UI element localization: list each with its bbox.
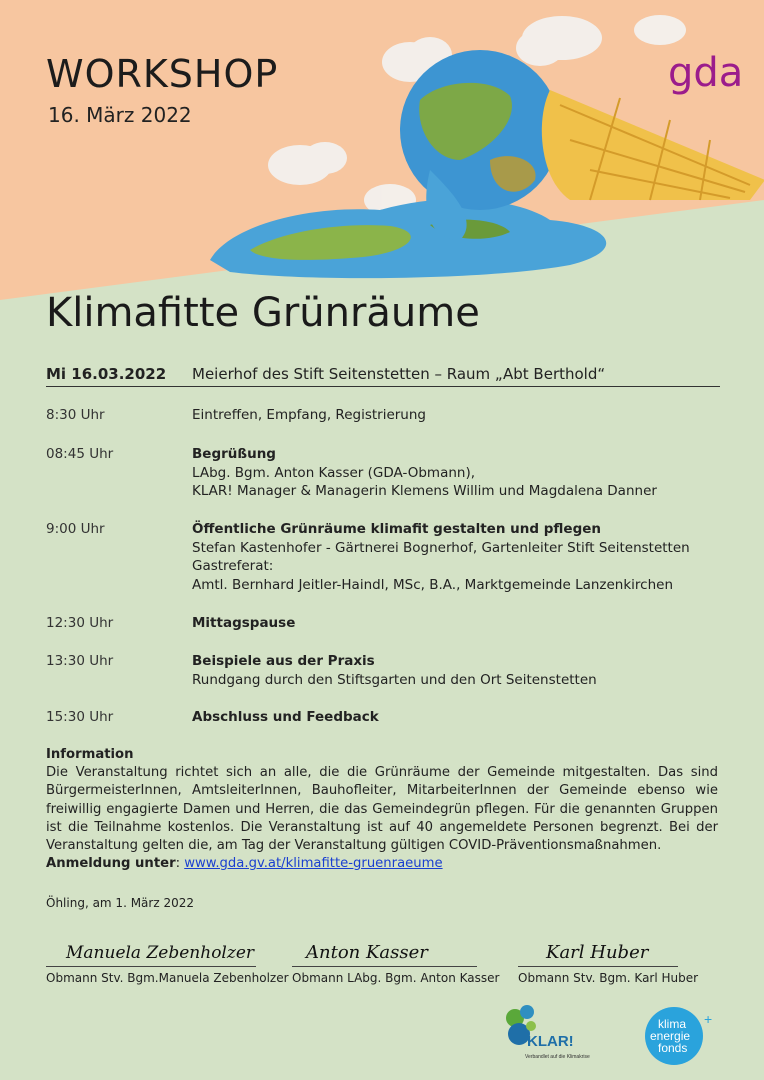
signature-block	[292, 930, 499, 985]
program-content	[192, 614, 732, 633]
program-content	[192, 708, 732, 727]
program-content	[192, 406, 732, 425]
page-title: Klimafitte Grünräume	[46, 290, 480, 336]
registration-link[interactable]: www.gda.gv.at/klimafitte-gruenraeume	[184, 856, 443, 872]
program-line: Amtl. Bernhard Jeitler-Haindl, MSc, B.A., Marktgemeinde Lanzenkirchen	[192, 576, 674, 593]
information-heading: Information	[46, 747, 134, 762]
signature-line	[46, 930, 256, 967]
program-content	[192, 652, 732, 689]
program-heading: Beispiele aus der Praxis	[192, 653, 375, 669]
registration-separator: :	[175, 856, 185, 872]
gda-logo: gda	[668, 50, 744, 96]
signature-caption: Obmann LAbg. Bgm. Anton Kasser	[292, 971, 500, 985]
place-date: Öhling, am 1. März 2022	[46, 896, 194, 910]
klar-logo-text: KLAR!	[527, 1033, 574, 1050]
program-heading: Begrüßung	[192, 446, 276, 462]
signature-zebenholzer	[46, 930, 256, 966]
program-time: 9:00 Uhr	[46, 521, 105, 537]
klima-energie-fonds-logo	[644, 1006, 724, 1066]
registration-label: Anmeldung unter	[46, 856, 176, 872]
program-line: Stefan Kastenhofer - Gärtnerei Bognerhof, Gartenleiter Stift Seitenstetten	[192, 539, 690, 556]
signature-block	[46, 930, 289, 985]
program-line: Eintreffen, Empfang, Registrierung	[192, 407, 426, 423]
signature-huber	[518, 930, 678, 966]
event-header-row	[46, 364, 720, 387]
program-heading: Abschluss und Feedback	[192, 709, 379, 725]
workshop-label: WORKSHOP	[46, 52, 279, 96]
klar-logo	[505, 1004, 625, 1064]
program-heading: Mittagspause	[192, 615, 296, 631]
program-time: 12:30 Uhr	[46, 615, 114, 631]
program-line: Gastreferat:	[192, 558, 274, 574]
program-line: LAbg. Bgm. Anton Kasser (GDA-Obmann),	[192, 464, 476, 481]
signature-caption: Obmann Stv. Bgm. Karl Huber	[518, 971, 699, 985]
program-heading: Öffentliche Grünräume klimafit gestalten und pflegen	[192, 521, 601, 537]
fonds-logo-line3: fonds	[658, 1041, 688, 1055]
signature-line	[292, 930, 477, 967]
registration-line	[46, 855, 718, 873]
program-time: 15:30 Uhr	[46, 709, 114, 725]
information-section	[46, 746, 718, 873]
signature-block	[518, 930, 698, 985]
fonds-logo-plus: +	[704, 1011, 713, 1027]
signature-kasser	[292, 930, 477, 966]
fonds-logo-line1: klima	[658, 1017, 687, 1031]
program-time: 13:30 Uhr	[46, 653, 114, 669]
signature-caption: Obmann Stv. Bgm.Manuela Zebenholzer	[46, 971, 289, 985]
workshop-date: 16. März 2022	[48, 103, 192, 127]
event-location: Meierhof des Stift Seitenstetten – Raum „Abt Berthold“	[192, 365, 606, 383]
signature-script: Karl Huber	[546, 942, 649, 963]
information-text: Die Veranstaltung richtet sich an alle, die die Grünräume der Gemeinde mitgestalten. Das sind BürgermeisterInnen, AmtsleiterInnen, Bauhofleiter, MitarbeiterInnen der Gemeinde ebenso wie freiwillig engagierte Damen und Herren, die das Gemeindegrün pflegen. Für die genannten Gruppen ist die Teilnahme kostenlos. Die Veranstaltung ist auf 40 angemeldete Personen begrenzt. Bei der Veranstaltung gelten die, am Tag der Veranstaltung gültigen COVID-Präventionsmaßnahmen.	[46, 765, 718, 854]
program-content	[192, 445, 732, 501]
program-time: 8:30 Uhr	[46, 407, 105, 423]
program-content	[192, 520, 732, 594]
program-line: Rundgang durch den Stiftsgarten und den Ort Seitenstetten	[192, 671, 597, 688]
signature-script: Manuela Zebenholzer	[66, 943, 255, 963]
program-line: KLAR! Manager & Managerin Klemens Willim und Magdalena Danner	[192, 483, 657, 499]
event-day: Mi 16.03.2022	[46, 365, 167, 383]
klar-logo-subtitle: Verbandlet auf die Klimakrise	[525, 1054, 590, 1060]
signature-line	[518, 930, 678, 967]
fonds-logo-line2: energie	[650, 1029, 691, 1043]
signature-script: Anton Kasser	[306, 942, 428, 963]
program-time: 08:45 Uhr	[46, 446, 114, 462]
